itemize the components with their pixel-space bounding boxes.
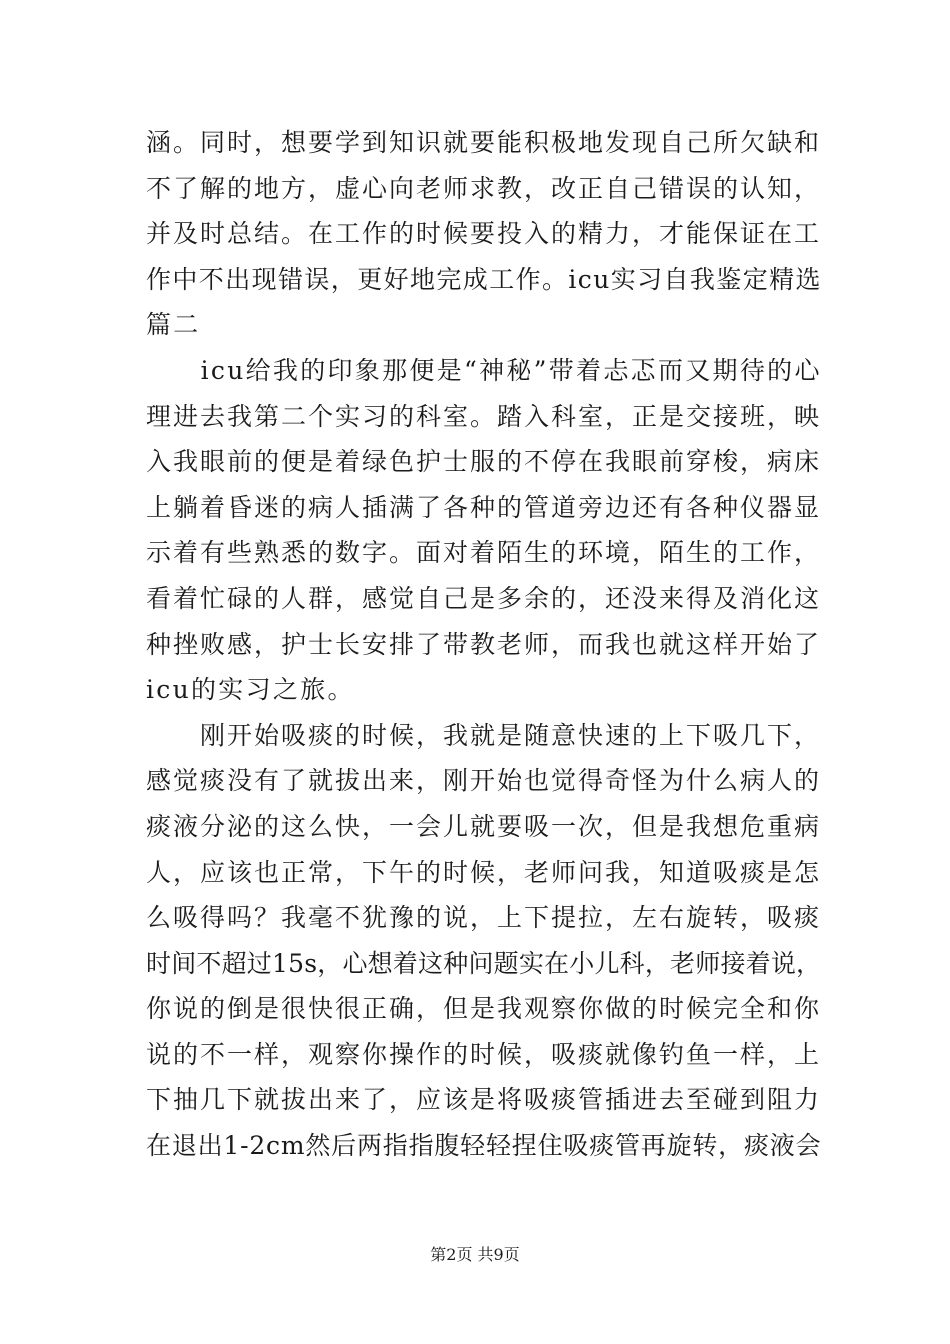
page-number-footer: 第2页 共9页 — [430, 1245, 520, 1264]
text-line: 痰液分泌的这么快，一会儿就要吸一次，但是我想危重病 — [146, 811, 822, 841]
text-line: 下抽几下就拔出来了，应该是将吸痰管插进去至碰到阻力 — [146, 1085, 822, 1115]
text-line: 不了解的地方，虚心向老师求教，改正自己错误的认知， — [146, 173, 822, 203]
text-line: 并及时总结。在工作的时候要投入的精力，才能保证在工 — [146, 219, 822, 249]
text-line: 看着忙碌的人群，感觉自己是多余的，还没来得及消化这 — [146, 583, 822, 613]
text-line: 理进去我第二个实习的科室。踏入科室，正是交接班，映 — [146, 401, 822, 431]
text-line: 入我眼前的便是着绿色护士服的不停在我眼前穿梭，病床 — [146, 447, 822, 477]
body-text — [146, 120, 826, 1169]
text-line: 你说的倒是很快很正确，但是我观察你做的时候完全和你 — [146, 994, 822, 1024]
text-line: 在退出1-2cm然后两指指腹轻轻捏住吸痰管再旋转，痰液会 — [146, 1131, 822, 1161]
text-line: icu给我的印象那便是“神秘”带着忐忑而又期待的心 — [146, 355, 822, 385]
text-line: 上躺着昏迷的病人插满了各种的管道旁边还有各种仪器显 — [146, 492, 822, 522]
text-line: 么吸得吗？我毫不犹豫的说，上下提拉，左右旋转，吸痰 — [146, 903, 822, 933]
text-line: 说的不一样，观察你操作的时候，吸痰就像钓鱼一样，上 — [146, 1039, 822, 1069]
text-line: 篇二 — [146, 310, 201, 340]
text-line: 涵。同时，想要学到知识就要能积极地发现自己所欠缺和 — [146, 128, 822, 157]
text-line: 人，应该也正常，下午的时候，老师问我，知道吸痰是怎 — [146, 857, 822, 887]
text-line: 种挫败感，护士长安排了带教老师，而我也就这样开始了 — [146, 629, 822, 659]
text-line: 感觉痰没有了就拔出来，刚开始也觉得奇怪为什么病人的 — [146, 766, 822, 796]
text-line: icu的实习之旅。 — [146, 675, 355, 705]
text-line: 刚开始吸痰的时候，我就是随意快速的上下吸几下， — [146, 720, 822, 750]
text-line: 作中不出现错误，更好地完成工作。icu实习自我鉴定精选 — [146, 264, 822, 294]
text-line: 时间不超过15s，心想着这种问题实在小儿科，老师接着说， — [146, 948, 822, 978]
text-line: 示着有些熟悉的数字。面对着陌生的环境，陌生的工作， — [146, 538, 822, 568]
